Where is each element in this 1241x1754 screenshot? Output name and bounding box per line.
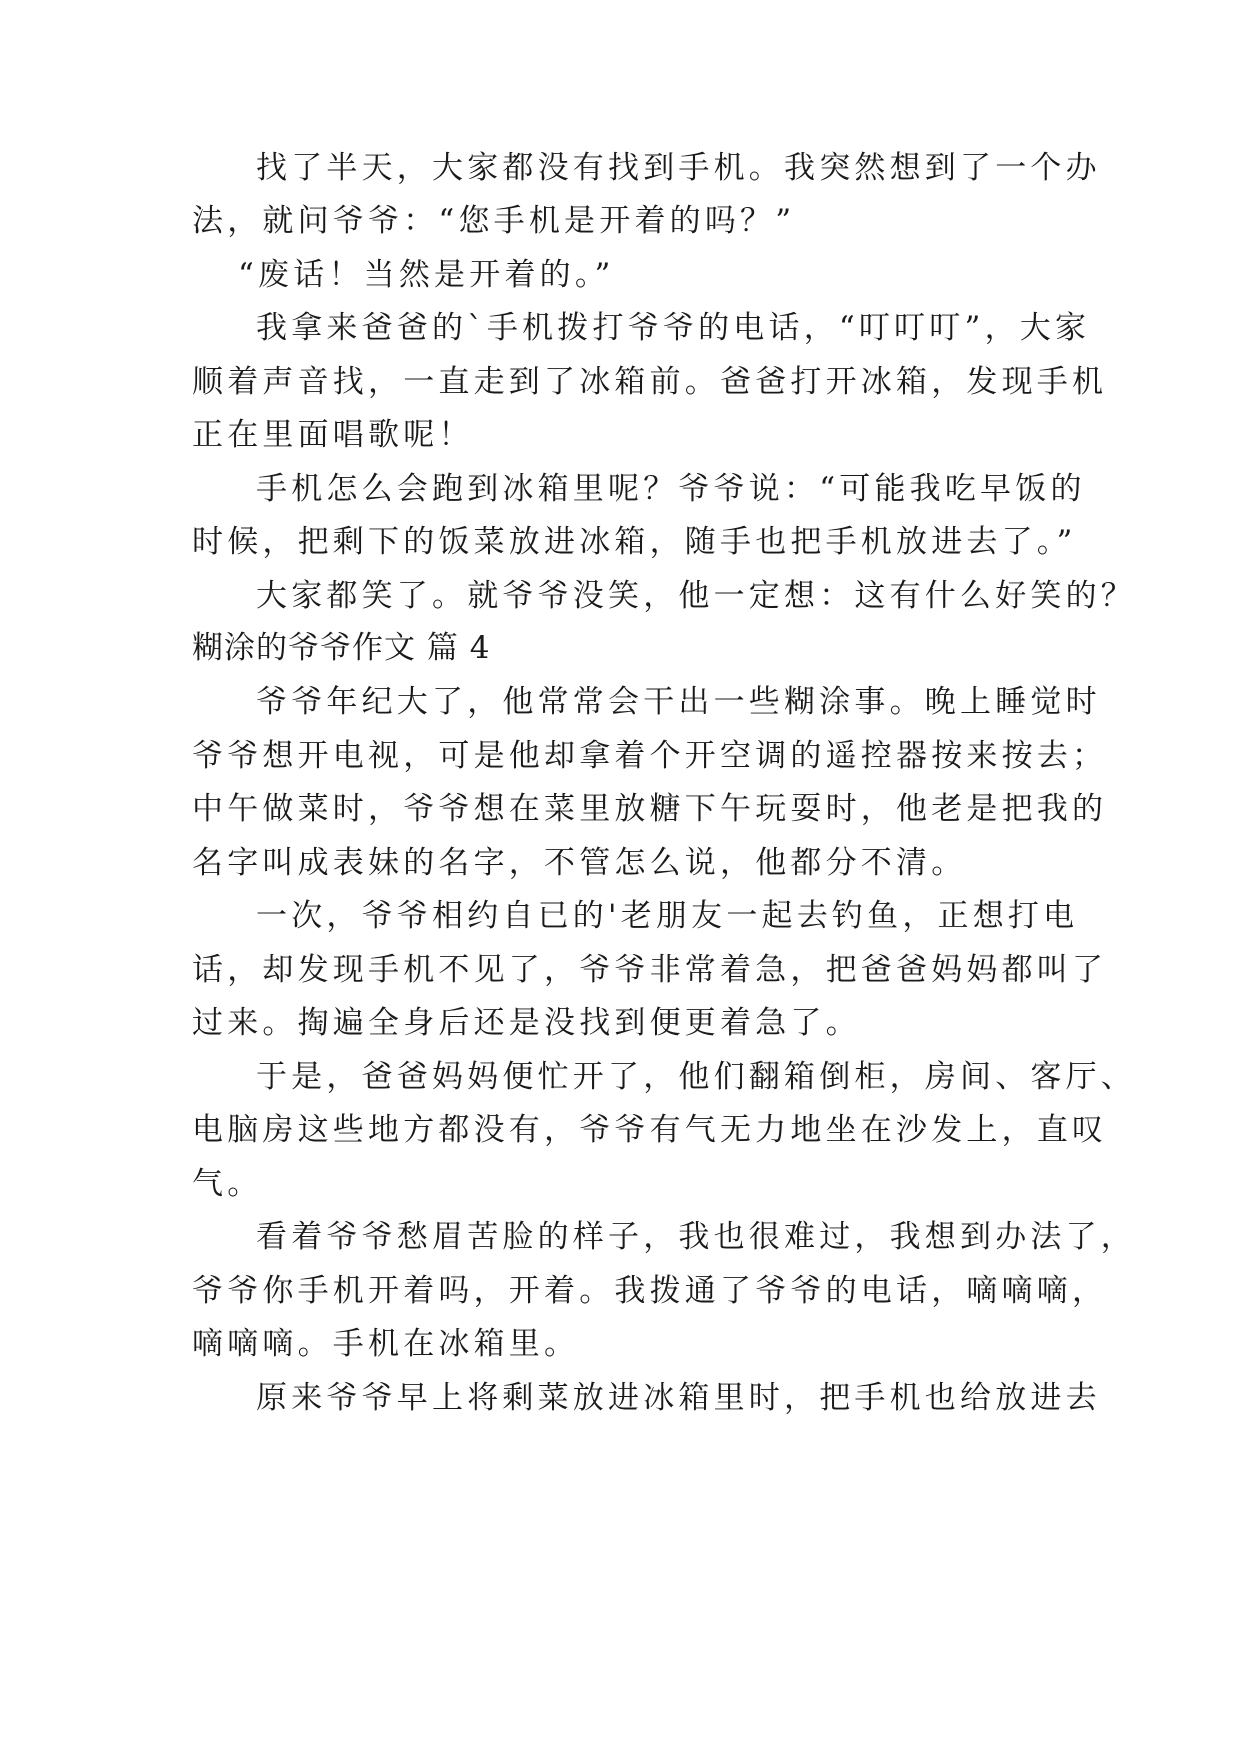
text-line: 大家都笑了。就爷爷没笑，他一定想：这有什么好笑的？ [256,578,1136,614]
text-line: 爷爷想开电视，可是他却拿着个开空调的遥控器按来按去； [192,738,1108,774]
section-heading: 糊涂的爷爷作文 篇 4 [192,630,491,666]
text-line: 电脑房这些地方都没有，爷爷有气无力地坐在沙发上，直叹 [192,1112,1108,1148]
text-line: 原来爷爷早上将剩菜放进冰箱里时，把手机也给放进去 [256,1380,1101,1416]
text-line: 嘀嘀嘀。手机在冰箱里。 [192,1326,580,1362]
text-line: 手机怎么会跑到冰箱里呢？爷爷说：“可能我吃早饭的 [256,471,1086,507]
text-line: 话，却发现手机不见了，爷爷非常着急，把爸爸妈妈都叫了 [192,952,1108,988]
text-line: 气。 [192,1166,263,1202]
text-line: 于是，爸爸妈妈便忙开了，他们翻箱倒柜，房间、客厅、 [256,1059,1136,1095]
text-line: 法，就问爷爷：“您手机是开着的吗？” [192,203,796,239]
text-line: 找了半天，大家都没有找到手机。我突然想到了一个办 [256,150,1101,186]
text-line: 过来。掏遍全身后还是没找到便更着急了。 [192,1005,861,1041]
text-line: 顺着声音找，一直走到了冰箱前。爸爸打开冰箱，发现手机 [192,364,1108,400]
text-line: 时候，把剩下的饭菜放进冰箱，随手也把手机放进去了。” [192,524,1077,560]
text-line: 爷爷年纪大了，他常常会干出一些糊涂事。晚上睡觉时 [256,684,1101,720]
text-line: 中午做菜时，爷爷想在菜里放糖下午玩耍时，他老是把我的 [192,791,1108,827]
text-line: 我拿来爸爸的`手机拨打爷爷的电话，“叮叮叮”，大家 [256,310,1091,346]
text-line: 一次，爷爷相约自已的'老朋友一起去钓鱼，正想打电 [256,898,1079,934]
text-line: 正在里面唱歌呢！ [192,417,474,453]
text-line: 名字叫成表妹的名字，不管怎么说，他都分不清。 [192,845,967,881]
text-line: “废话！当然是开着的。” [238,257,615,293]
text-line: 爷爷你手机开着吗，开着。我拨通了爷爷的电话，嘀嘀嘀， [192,1273,1108,1309]
text-line: 看着爷爷愁眉苦脸的样子，我也很难过，我想到办法了， [256,1219,1136,1255]
